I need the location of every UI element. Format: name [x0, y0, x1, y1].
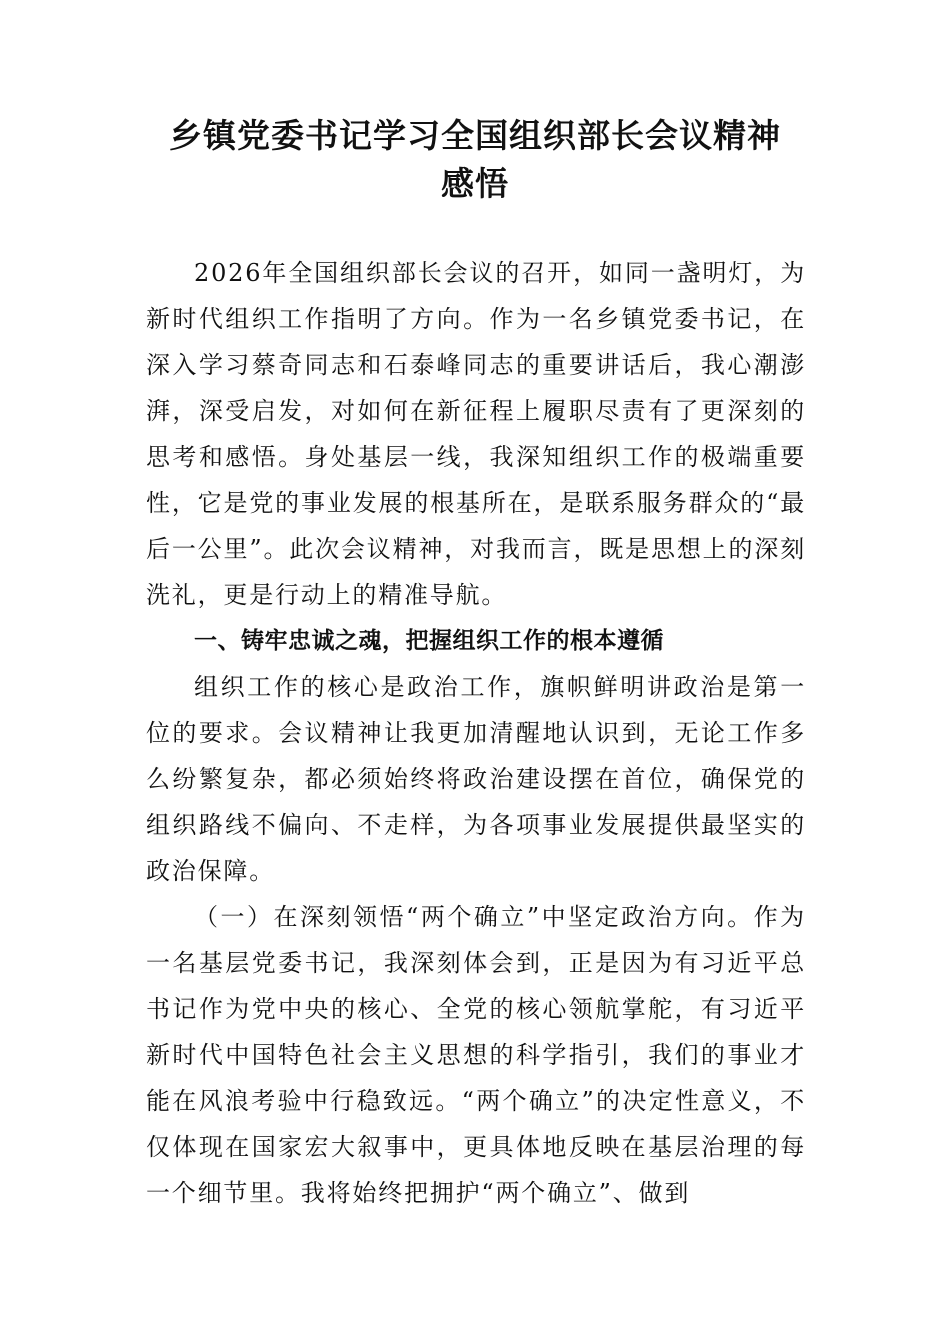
title-line-2: 感悟 [441, 164, 509, 203]
document-title [120, 112, 830, 208]
intro-paragraph: 2026年全国组织部长会议的召开，如同一盏明灯，为新时代组织工作指明了方向。作为一名乡镇党委书记，在深入学习蔡奇同志和石泰峰同志的重要讲话后，我心潮澎湃，深受启发，对如何在新征程上履职尽责有了更深刻的思考和感悟。身处基层一线，我深知组织工作的极端重要性，它是党的事业发展的根基所在，是联系服务群众的“最后一公里”。此次会议精神，对我而言，既是思想上的深刻洗礼，更是行动上的精准导航。 [146, 259, 806, 609]
title-line-1: 乡镇党委书记学习全国组织部长会议精神 [169, 116, 781, 155]
document-body [146, 250, 806, 1216]
section-1-paragraph: 组织工作的核心是政治工作，旗帜鲜明讲政治是第一位的要求。会议精神让我更加清醒地认识到，无论工作多么纷繁复杂，都必须始终将政治建设摆在首位，确保党的组织路线不偏向、不走样，为各项事业发展提供最坚实的政治保障。 [146, 673, 806, 885]
subsection-1-1-paragraph: （一）在深刻领悟“两个确立”中坚定政治方向。作为一名基层党委书记，我深刻体会到，正是因为有习近平总书记作为党中央的核心、全党的核心领航掌舵，有习近平新时代中国特色社会主义思想的科学指引，我们的事业才能在风浪考验中行稳致远。“两个确立”的决定性意义，不仅体现在国家宏大叙事中，更具体地反映在基层治理的每一个细节里。我将始终把拥护“两个确立”、做到 [146, 903, 806, 1207]
section-heading-1: 一、铸牢忠诚之魂，把握组织工作的根本遵循 [194, 628, 664, 654]
